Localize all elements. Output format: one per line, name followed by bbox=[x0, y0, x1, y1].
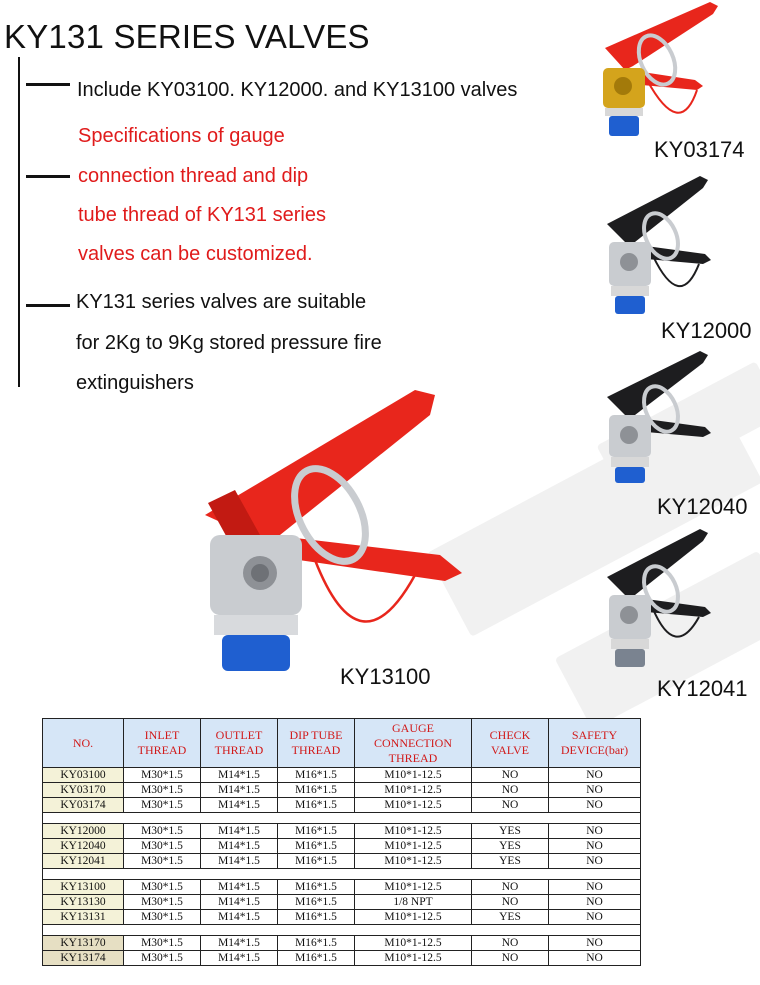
model-number-cell: KY03100 bbox=[43, 768, 124, 783]
col-header: GAUGE CONNECTION THREAD bbox=[355, 719, 472, 768]
table-cell: YES bbox=[472, 824, 549, 839]
table-cell: YES bbox=[472, 854, 549, 869]
table-group-gap bbox=[43, 813, 641, 824]
table-cell: M30*1.5 bbox=[124, 951, 201, 966]
valve-ky03174-label: KY03174 bbox=[654, 137, 745, 162]
table-cell: M14*1.5 bbox=[201, 854, 278, 869]
table-cell: NO bbox=[549, 798, 641, 813]
table-cell: M30*1.5 bbox=[124, 783, 201, 798]
valve-ky03174-image bbox=[585, 0, 725, 140]
table-cell: M14*1.5 bbox=[201, 880, 278, 895]
table-cell: M16*1.5 bbox=[278, 768, 355, 783]
col-header: DIP TUBE THREAD bbox=[278, 719, 355, 768]
table-cell: NO bbox=[549, 880, 641, 895]
table-cell: M10*1-12.5 bbox=[355, 854, 472, 869]
page-title: KY131 SERIES VALVES bbox=[4, 18, 370, 55]
table-cell: M16*1.5 bbox=[278, 798, 355, 813]
table-cell: M14*1.5 bbox=[201, 824, 278, 839]
model-number-cell: KY12000 bbox=[43, 824, 124, 839]
table-cell: M16*1.5 bbox=[278, 910, 355, 925]
model-number-cell: KY13170 bbox=[43, 936, 124, 951]
model-number-cell: KY13131 bbox=[43, 910, 124, 925]
table-cell: M14*1.5 bbox=[201, 951, 278, 966]
table-cell: NO bbox=[472, 951, 549, 966]
table-row bbox=[43, 839, 641, 854]
spec-table bbox=[42, 718, 641, 966]
bullet-dash bbox=[26, 175, 70, 178]
model-number-cell: KY03170 bbox=[43, 783, 124, 798]
table-cell: M16*1.5 bbox=[278, 824, 355, 839]
table-cell: NO bbox=[549, 951, 641, 966]
table-cell: M10*1-12.5 bbox=[355, 768, 472, 783]
table-cell: NO bbox=[549, 910, 641, 925]
table-cell: M16*1.5 bbox=[278, 880, 355, 895]
table-cell: NO bbox=[549, 895, 641, 910]
table-row bbox=[43, 936, 641, 951]
model-number-cell: KY12041 bbox=[43, 854, 124, 869]
table-gap-cell bbox=[43, 813, 641, 824]
model-number-cell: KY13174 bbox=[43, 951, 124, 966]
table-cell: M30*1.5 bbox=[124, 768, 201, 783]
table-group-gap bbox=[43, 869, 641, 880]
table-row bbox=[43, 824, 641, 839]
valve-ky12000-label: KY12000 bbox=[661, 318, 752, 343]
bullet-3-line-2: for 2Kg to 9Kg stored pressure fire bbox=[76, 332, 382, 354]
table-row bbox=[43, 798, 641, 813]
valve-ky12040-label: KY12040 bbox=[657, 494, 748, 519]
table-gap-cell bbox=[43, 925, 641, 936]
col-header: CHECK VALVE bbox=[472, 719, 549, 768]
table-row bbox=[43, 951, 641, 966]
table-cell: NO bbox=[472, 798, 549, 813]
table-cell: M14*1.5 bbox=[201, 936, 278, 951]
col-header: INLET THREAD bbox=[124, 719, 201, 768]
col-header: NO. bbox=[43, 719, 124, 768]
table-cell: M14*1.5 bbox=[201, 798, 278, 813]
table-header-row bbox=[43, 719, 641, 768]
table-cell: M14*1.5 bbox=[201, 768, 278, 783]
table-body bbox=[43, 768, 641, 966]
col-header: SAFETY DEVICE(bar) bbox=[549, 719, 641, 768]
valve-ky12000-image bbox=[595, 172, 725, 317]
bullet-3-line-1: KY131 series valves are suitable bbox=[76, 291, 367, 313]
table-cell: M16*1.5 bbox=[278, 839, 355, 854]
table-cell: M30*1.5 bbox=[124, 798, 201, 813]
table-cell: M30*1.5 bbox=[124, 880, 201, 895]
table-cell: M30*1.5 bbox=[124, 936, 201, 951]
table-cell: M30*1.5 bbox=[124, 824, 201, 839]
table-cell: M30*1.5 bbox=[124, 854, 201, 869]
table-row bbox=[43, 880, 641, 895]
table-cell: M14*1.5 bbox=[201, 839, 278, 854]
model-number-cell: KY13130 bbox=[43, 895, 124, 910]
table-cell: M14*1.5 bbox=[201, 910, 278, 925]
table-cell: M16*1.5 bbox=[278, 854, 355, 869]
table-cell: M10*1-12.5 bbox=[355, 839, 472, 854]
table-cell: NO bbox=[472, 880, 549, 895]
table-cell: M30*1.5 bbox=[124, 910, 201, 925]
bullet-3-line-3: extinguishers bbox=[76, 372, 194, 394]
valve-ky12040-image bbox=[595, 347, 725, 487]
table-cell: NO bbox=[549, 783, 641, 798]
table-cell: YES bbox=[472, 910, 549, 925]
bullet-2-line-3: tube thread of KY131 series bbox=[78, 204, 326, 226]
model-number-cell: KY13100 bbox=[43, 880, 124, 895]
model-number-cell: KY03174 bbox=[43, 798, 124, 813]
table-cell: NO bbox=[549, 768, 641, 783]
table-row bbox=[43, 768, 641, 783]
table-row bbox=[43, 783, 641, 798]
table-cell: M10*1-12.5 bbox=[355, 880, 472, 895]
table-cell: NO bbox=[549, 839, 641, 854]
table-cell: YES bbox=[472, 839, 549, 854]
table-row bbox=[43, 854, 641, 869]
valve-ky13100-image bbox=[190, 385, 490, 675]
table-gap-cell bbox=[43, 869, 641, 880]
table-row bbox=[43, 895, 641, 910]
table-cell: NO bbox=[472, 768, 549, 783]
table-cell: M16*1.5 bbox=[278, 895, 355, 910]
table-cell: M10*1-12.5 bbox=[355, 951, 472, 966]
table-cell: M16*1.5 bbox=[278, 951, 355, 966]
table-cell: NO bbox=[472, 783, 549, 798]
bullet-2-line-4: valves can be customized. bbox=[78, 243, 313, 265]
table-cell: NO bbox=[549, 936, 641, 951]
table-cell: M16*1.5 bbox=[278, 783, 355, 798]
table-cell: NO bbox=[549, 824, 641, 839]
table-cell: M10*1-12.5 bbox=[355, 783, 472, 798]
model-number-cell: KY12040 bbox=[43, 839, 124, 854]
col-header: OUTLET THREAD bbox=[201, 719, 278, 768]
table-cell: M10*1-12.5 bbox=[355, 798, 472, 813]
bullet-1-text: Include KY03100. KY12000. and KY13100 valves bbox=[77, 79, 518, 101]
bullet-vertical-line bbox=[18, 57, 20, 387]
table-cell: M14*1.5 bbox=[201, 783, 278, 798]
table-group-gap bbox=[43, 925, 641, 936]
table-cell: NO bbox=[549, 854, 641, 869]
table-cell: M30*1.5 bbox=[124, 839, 201, 854]
valve-ky12041-label: KY12041 bbox=[657, 676, 748, 701]
bullet-2-line-1: Specifications of gauge bbox=[78, 125, 285, 147]
table-cell: NO bbox=[472, 895, 549, 910]
table-row bbox=[43, 910, 641, 925]
table-cell: M10*1-12.5 bbox=[355, 824, 472, 839]
bullet-2-line-2: connection thread and dip bbox=[78, 165, 309, 187]
table-cell: M14*1.5 bbox=[201, 895, 278, 910]
table-cell: M16*1.5 bbox=[278, 936, 355, 951]
table-cell: M30*1.5 bbox=[124, 895, 201, 910]
bullet-dash bbox=[26, 83, 70, 86]
table-cell: 1/8 NPT bbox=[355, 895, 472, 910]
table-cell: M10*1-12.5 bbox=[355, 936, 472, 951]
table-cell: NO bbox=[472, 936, 549, 951]
valve-ky12041-image bbox=[595, 525, 725, 670]
valve-ky13100-label: KY13100 bbox=[340, 664, 431, 689]
table-cell: M10*1-12.5 bbox=[355, 910, 472, 925]
bullet-dash bbox=[26, 304, 70, 307]
